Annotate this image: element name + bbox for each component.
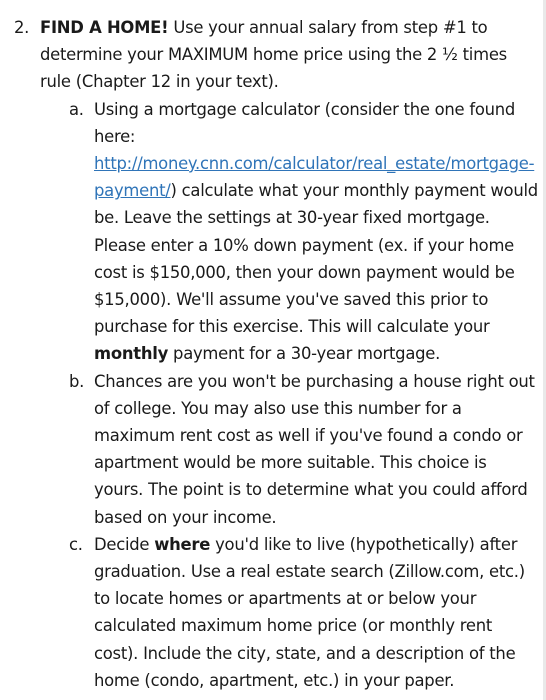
- sub-item-a-text-end: payment for a 30-year mortgage.: [168, 344, 441, 364]
- mortgage-calculator-link[interactable]: http://money.cnn.com/calculator/real_estate/mortgage-payment/: [94, 154, 535, 201]
- sub-item-b: [40, 368, 539, 531]
- item-intro-text: Use your annual salary from step #1 to determine your MAXIMUM home price using the 2 ½ times rule (Chapter 12 in your text).: [40, 18, 507, 92]
- item-heading: FIND A HOME!: [40, 18, 169, 37]
- sub-item-a-bold: monthly: [94, 344, 169, 364]
- sub-item-marker: a.: [69, 99, 84, 119]
- sub-item-marker: c.: [69, 534, 83, 554]
- sub-item-c: [40, 531, 539, 694]
- sub-item-b-text: Chances are you won't be purchasing a house right out of college. You may also use this number for a maximum rent cost as well if you've found a condo or apartment would be more suitable. This choice is yours. The point is to determine what you could afford based on your income.: [94, 371, 535, 527]
- list-item-2: [14, 14, 539, 694]
- sub-item-a: [40, 96, 539, 368]
- sub-item-c-text-before: Decide: [94, 534, 155, 554]
- sub-item-c-bold: where: [154, 534, 211, 554]
- sub-list: [40, 96, 539, 694]
- sub-item-marker: b.: [69, 371, 85, 391]
- document-body: [14, 14, 539, 694]
- sub-item-c-text-after: you'd like to live (hypothetically) after graduation. Use a real estate search (Zillow.com, etc.) to locate homes or apartments at or below your calculated maximum home price (or monthly rent cost). Include the city, state, and a description of the home (condo, apartment, etc.) in your paper.: [94, 534, 525, 690]
- sub-item-a-text-after-link: ) calculate what your monthly payment would be. Leave the settings at 30-year fixed mortgage. Please enter a 10% down payment (ex. if your home cost is $150,000, then your down payment would be $15,000). We'll assume you've saved this prior to purchase for this exercise. This will calculate your: [94, 181, 538, 337]
- sub-item-a-text-before: Using a mortgage calculator (consider the one found here:: [94, 99, 516, 146]
- list-number: 2.: [14, 18, 30, 37]
